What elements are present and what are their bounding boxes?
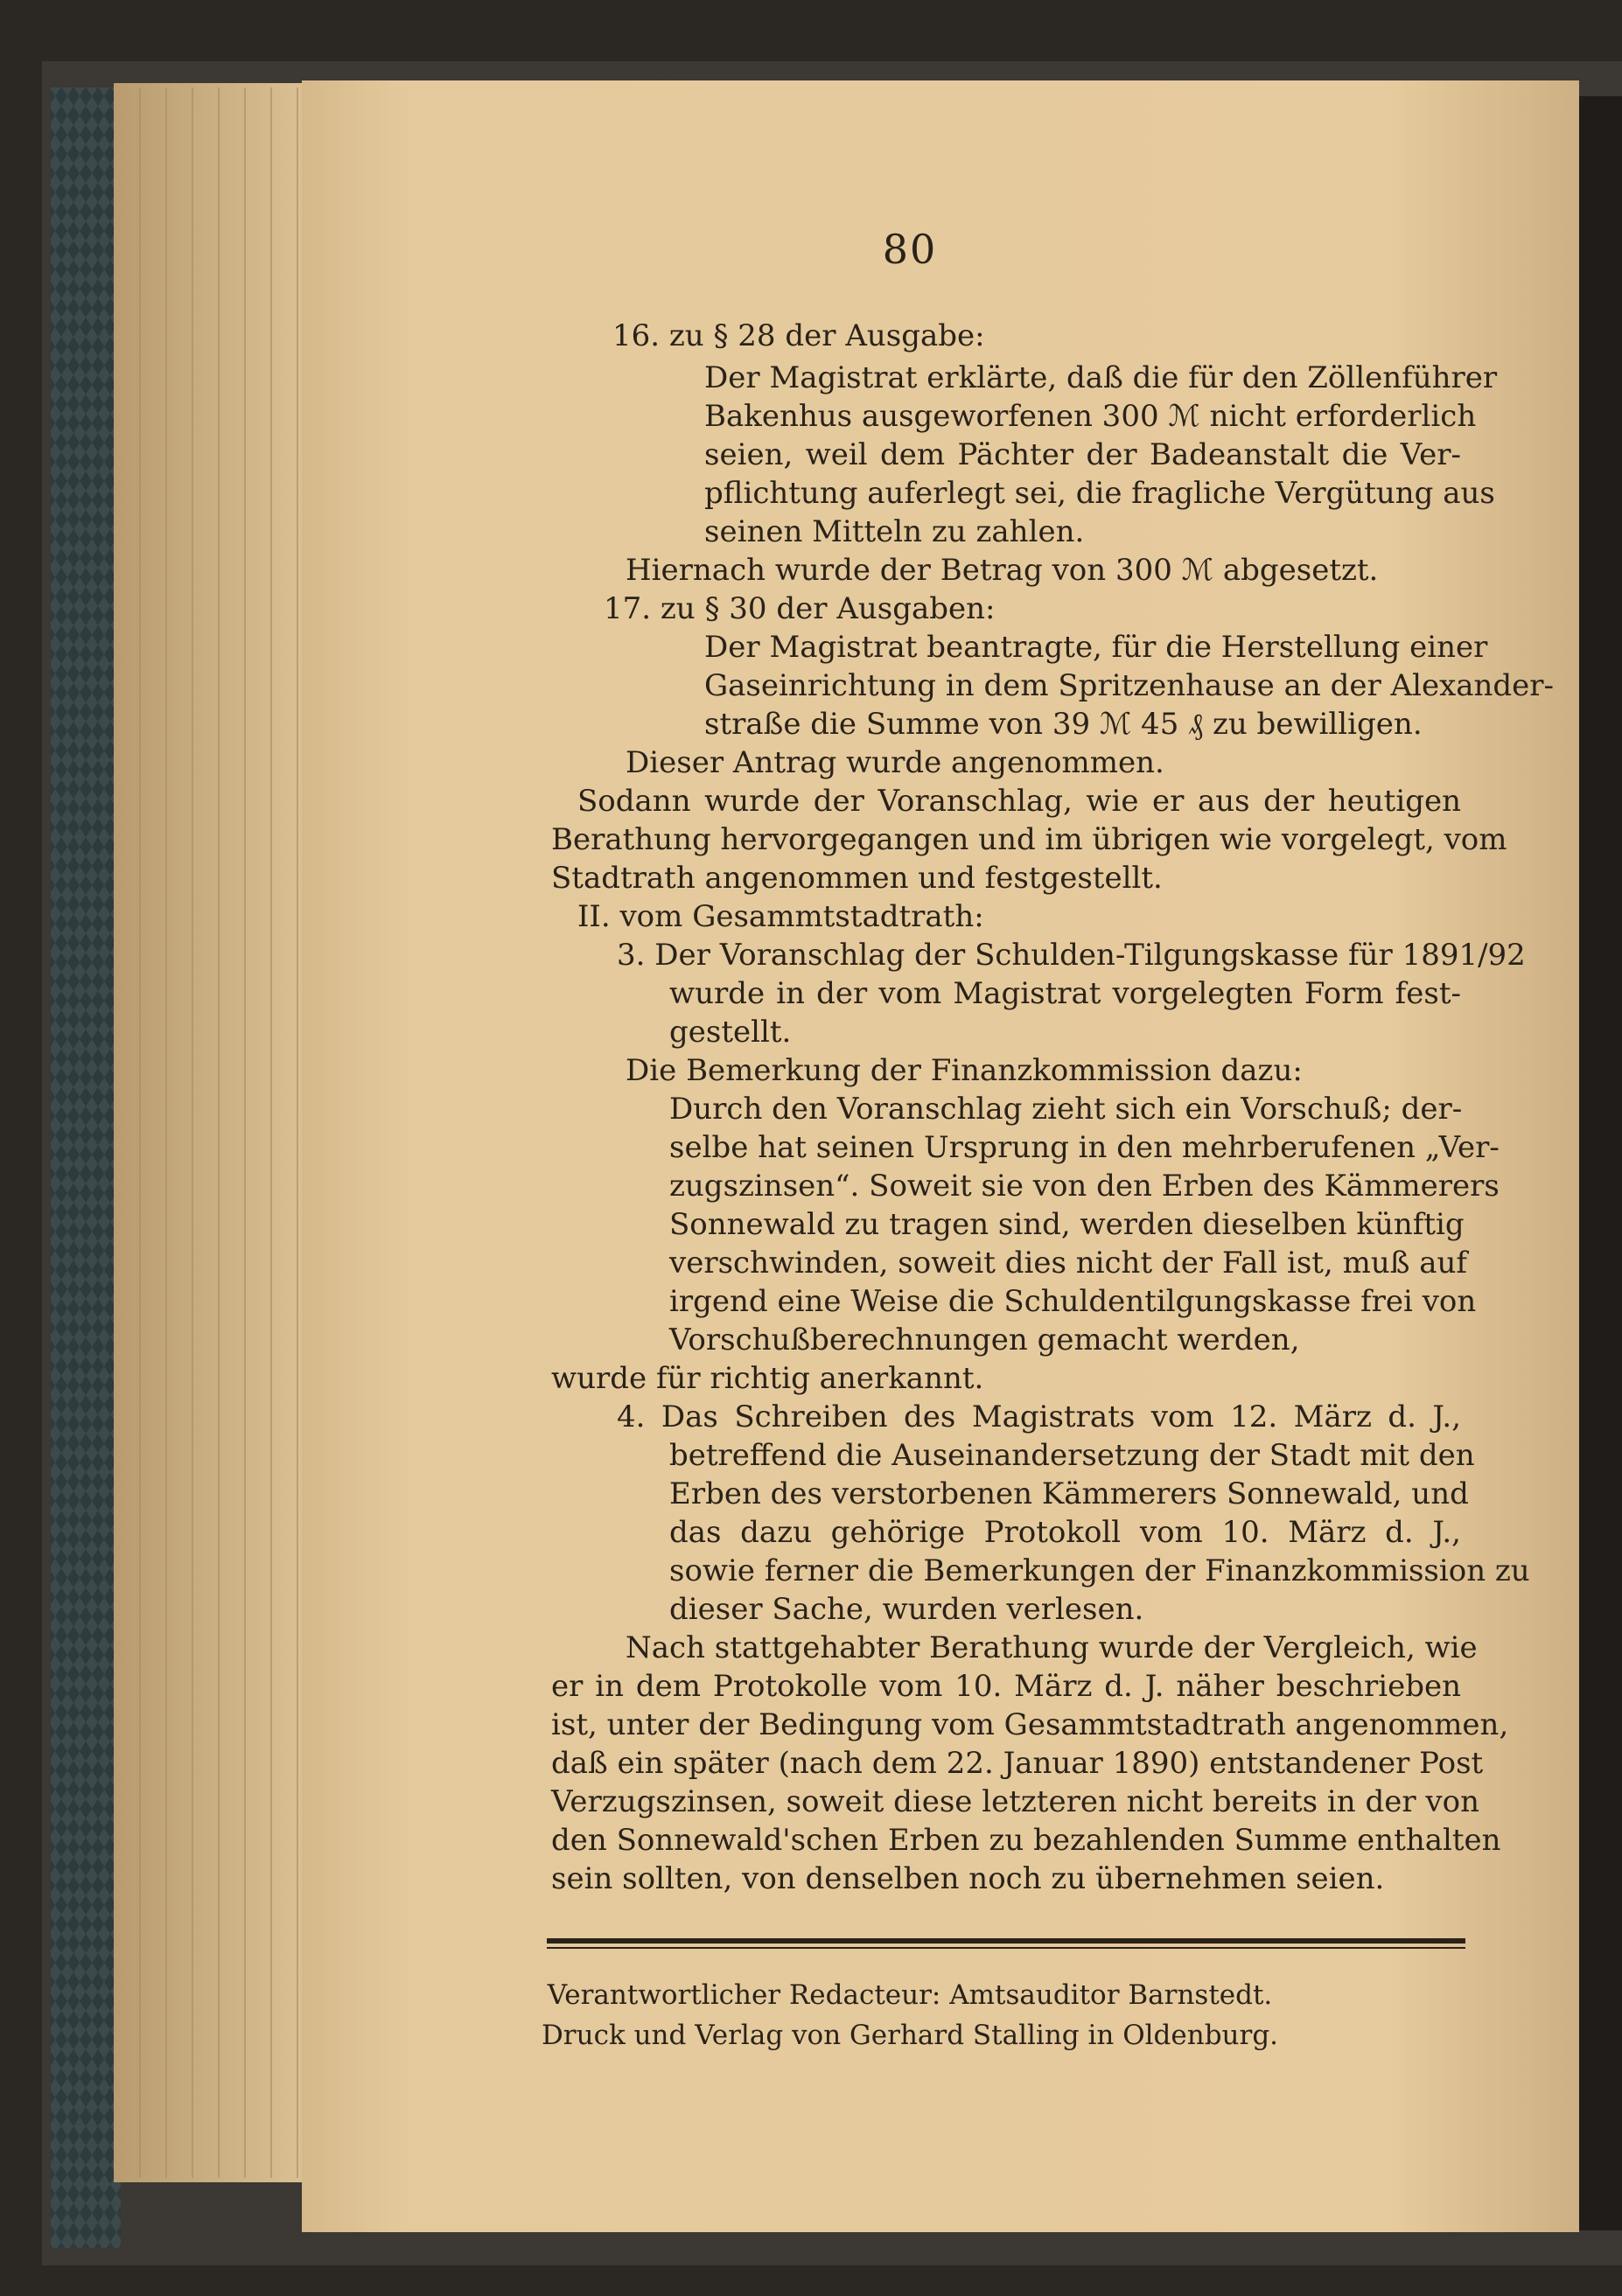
footer-printer: Druck und Verlag von Gerhard Stalling in Oldenburg. <box>541 2020 1279 2051</box>
text-line: 4. Das Schreiben des Magistrats vom 12. März d. J., <box>617 1399 1461 1434</box>
text-line: straße die Summe von 39 ℳ 45 ₰ zu bewilligen. <box>704 707 1423 742</box>
text-line: Sonnewald zu tragen sind, werden dieselben künftig <box>669 1207 1465 1242</box>
text-line: Sodann wurde der Voranschlag, wie er aus der heutigen <box>577 784 1461 819</box>
text-line: Der Magistrat erklärte, daß die für den Zöllenführer <box>704 360 1498 395</box>
text-line: daß ein später (nach dem 22. Januar 1890) entstandener Post <box>551 1746 1484 1781</box>
text-line: Die Bemerkung der Finanzkommission dazu: <box>626 1053 1303 1088</box>
text-line: er in dem Protokolle vom 10. März d. J. näher beschrieben <box>551 1669 1461 1704</box>
footer-rule-thick <box>547 1938 1465 1944</box>
text-line: verschwinden, soweit dies nicht der Fall ist, muß auf <box>669 1246 1467 1281</box>
text-line: 17. zu § 30 der Ausgaben: <box>604 591 996 626</box>
text-line: den Sonnewald'schen Erben zu bezahlenden Summe enthalten <box>551 1823 1501 1858</box>
page-number: 80 <box>882 226 938 273</box>
text-line: II. vom Gesammtstadtrath: <box>577 899 984 934</box>
text-line: Bakenhus ausgeworfenen 300 ℳ nicht erforderlich <box>704 399 1477 434</box>
text-line: Vorschußberechnungen gemacht werden, <box>669 1322 1300 1357</box>
text-line: Erben des verstorbenen Kämmerers Sonnewald, und <box>669 1476 1469 1511</box>
text-line: Nach stattgehabter Berathung wurde der Vergleich, wie <box>626 1630 1478 1665</box>
text-line: irgend eine Weise die Schuldentilgungskasse frei von <box>669 1284 1477 1319</box>
spine-pattern <box>51 87 121 2248</box>
text-line: Der Magistrat beantragte, für die Herstellung einer <box>704 630 1488 665</box>
text-line: 16. zu § 28 der Ausgabe: <box>612 318 985 353</box>
text-line: Durch den Voranschlag zieht sich ein Vorschuß; der- <box>669 1092 1463 1127</box>
text-line: 3. Der Voranschlag der Schulden-Tilgungskasse für 1891/92 <box>617 938 1526 973</box>
text-line: betreffend die Auseinandersetzung der Stadt mit den <box>669 1438 1475 1473</box>
text-line: sowie ferner die Bemerkungen der Finanzkommission zu <box>669 1553 1530 1588</box>
text-line: Gaseinrichtung in dem Spritzenhause an der Alexander- <box>704 668 1555 703</box>
page-text <box>315 0 1555 2296</box>
text-line: sein sollten, von denselben noch zu übernehmen seien. <box>551 1861 1385 1896</box>
text-line: wurde in der vom Magistrat vorgelegten Form fest- <box>669 976 1461 1011</box>
text-line: selbe hat seinen Ursprung in den mehrberufenen „Ver- <box>669 1130 1500 1165</box>
text-line: Berathung hervorgegangen und im übrigen wie vorgelegt, vom <box>551 822 1507 857</box>
text-line: wurde für richtig anerkannt. <box>551 1361 984 1396</box>
text-line: gestellt. <box>669 1015 792 1050</box>
footer-editor: Verantwortlicher Redacteur: Amtsauditor Barnstedt. <box>547 1979 1273 2011</box>
text-line: seien, weil dem Pächter der Badeanstalt die Ver- <box>704 437 1461 472</box>
text-line: Verzugszinsen, soweit diese letzteren nicht bereits in der von <box>551 1784 1479 1819</box>
page-edges <box>114 83 315 2182</box>
text-line: ist, unter der Bedingung vom Gesammtstadtrath angenommen, <box>551 1707 1509 1742</box>
text-line: das dazu gehörige Protokoll vom 10. März d. J., <box>669 1515 1461 1550</box>
text-line: Hiernach wurde der Betrag von 300 ℳ abgesetzt. <box>626 553 1379 588</box>
text-line: dieser Sache, wurden verlesen. <box>669 1592 1144 1627</box>
page-shadow <box>1575 96 1622 2230</box>
text-line: Stadtrath angenommen und festgestellt. <box>551 861 1163 896</box>
text-line: pflichtung auferlegt sei, die fragliche Vergütung aus <box>704 476 1495 511</box>
text-line: Dieser Antrag wurde angenommen. <box>626 745 1164 780</box>
footer-rule-thin <box>547 1947 1465 1949</box>
text-line: zugszinsen“. Soweit sie von den Erben des Kämmerers <box>669 1169 1500 1204</box>
text-line: seinen Mitteln zu zahlen. <box>704 514 1085 549</box>
